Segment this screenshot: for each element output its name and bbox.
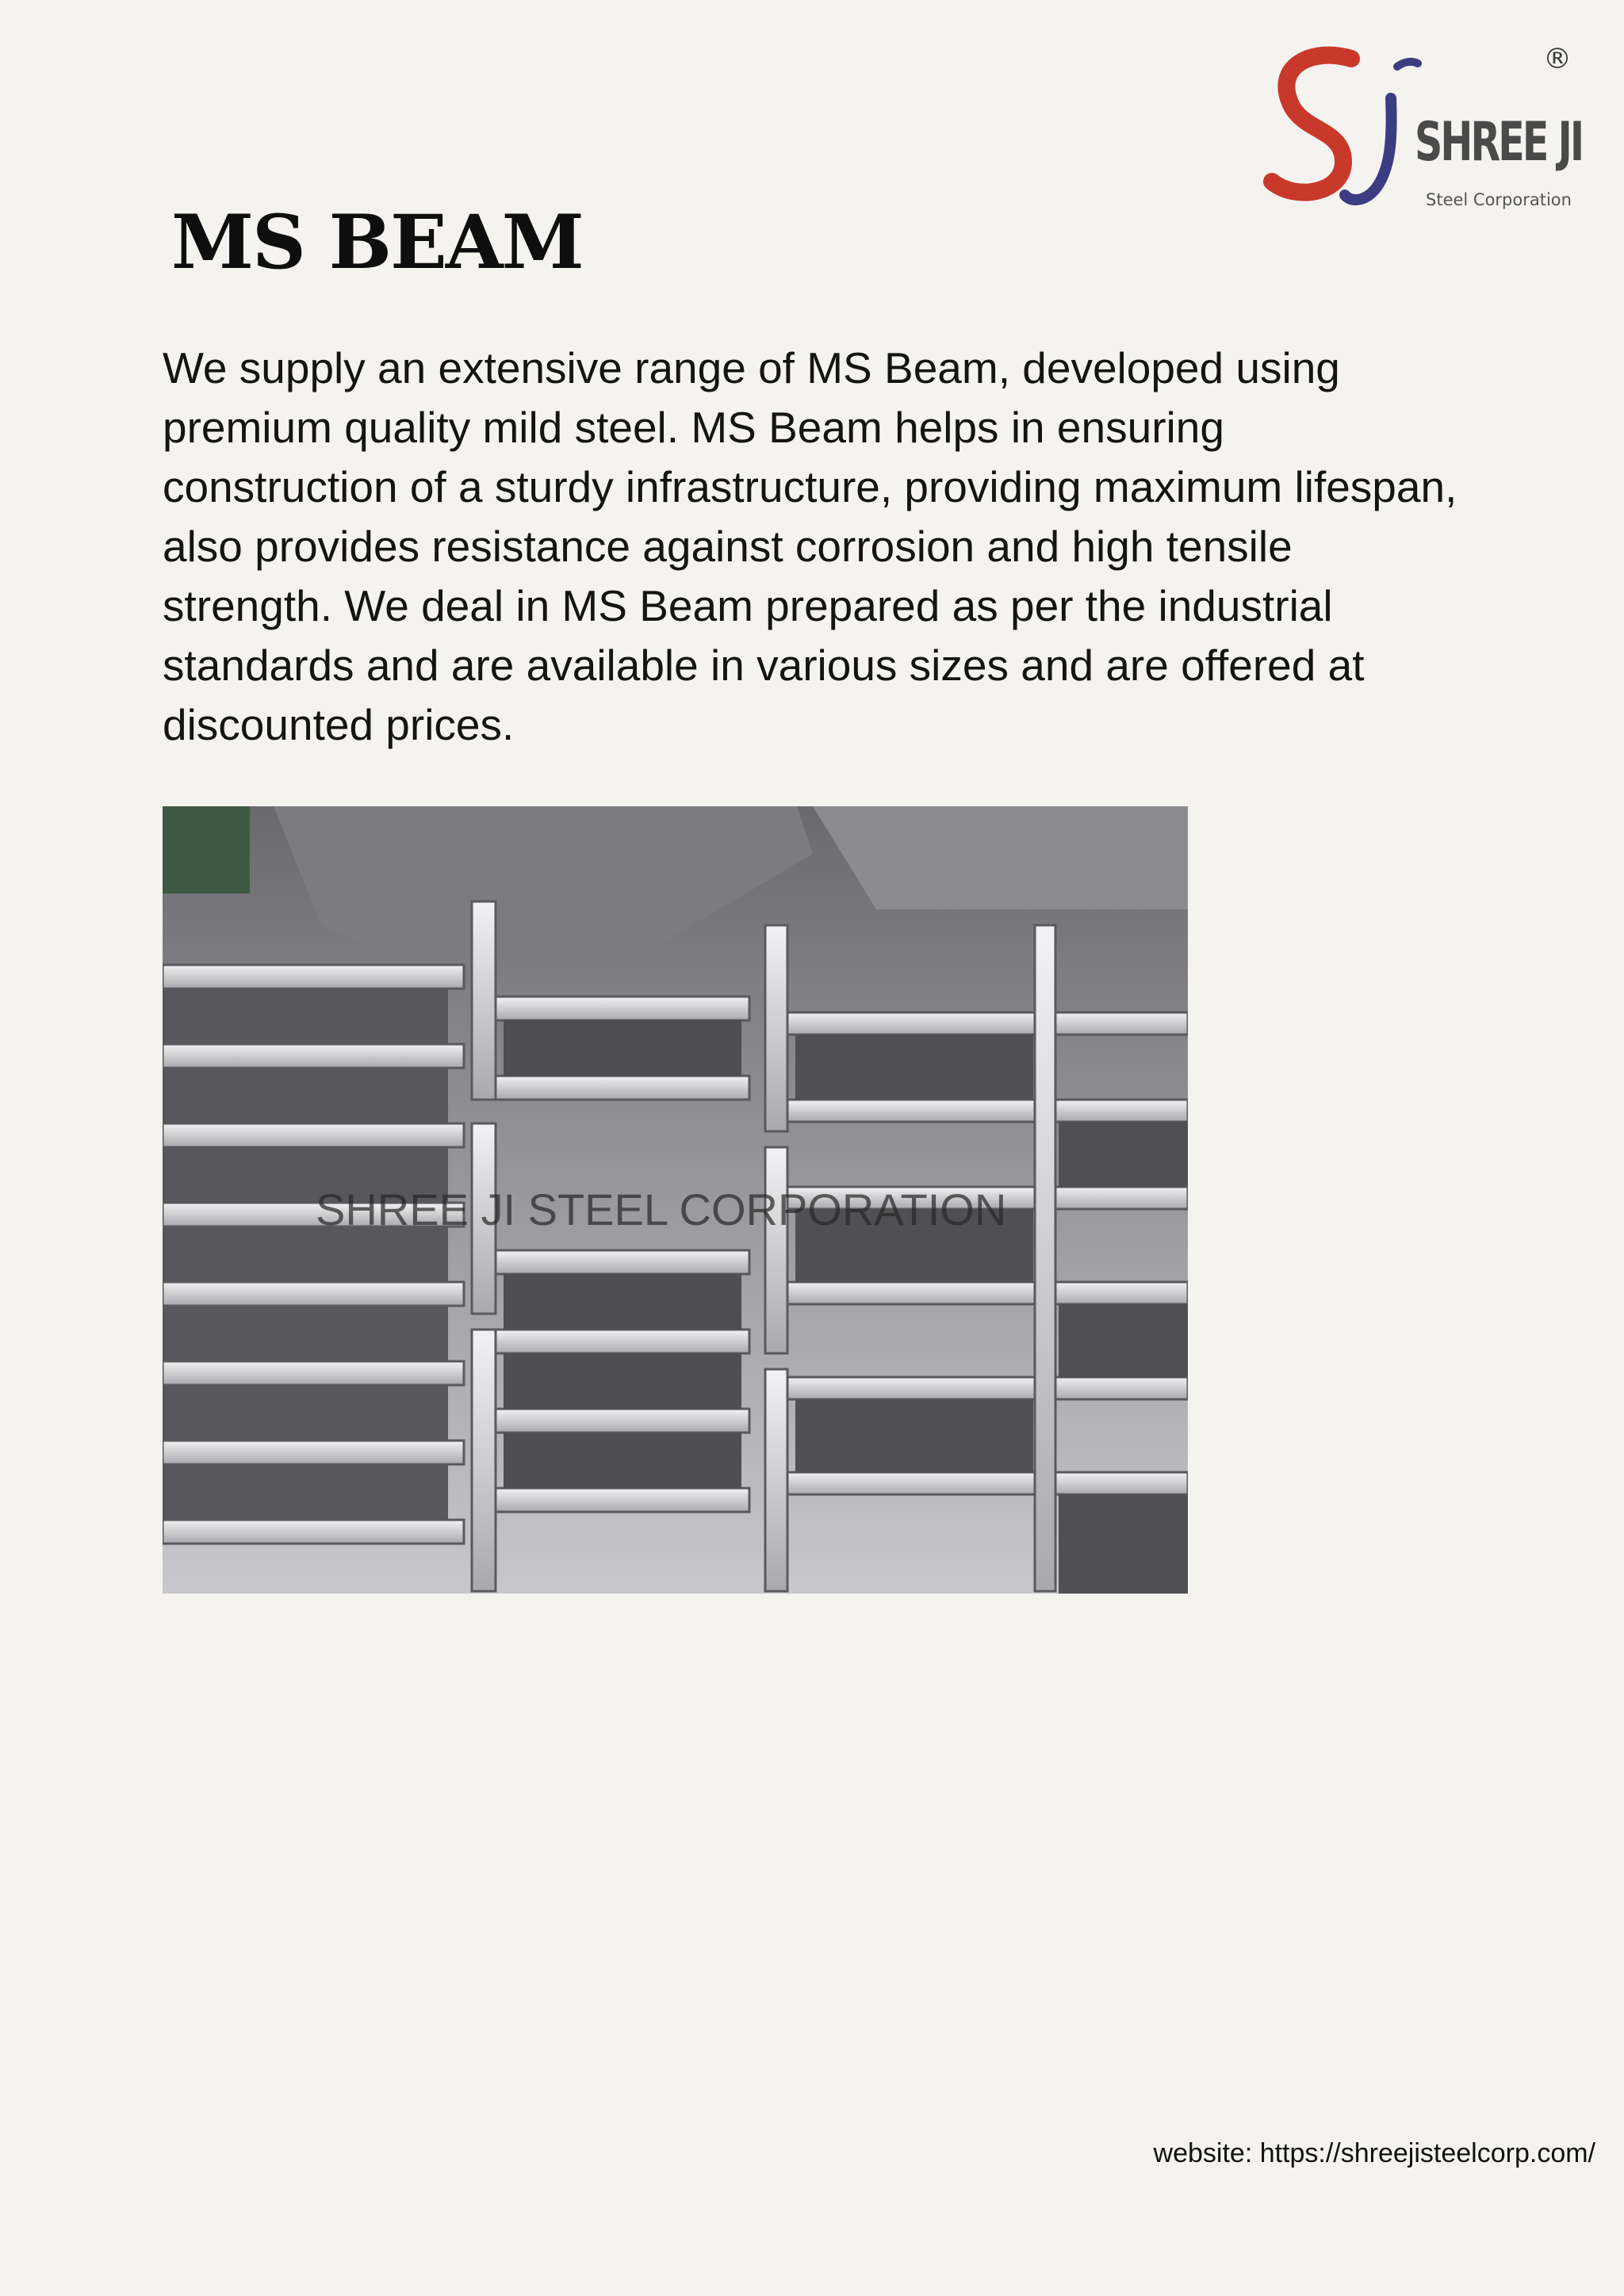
- website-footer[interactable]: website: https://shreejisteelcorp.com/: [1153, 2138, 1595, 2168]
- page-title: MS BEAM: [171, 198, 583, 286]
- product-description: We supply an extensive range of MS Beam, developed using premium quality mild steel. MS Beam helps in ensuring construction of a sturdy infrastructure, providing maximum lifespan, also provides resistance against corrosion and high tensile strength. We deal in MS Beam prepared as per the industrial standards and are available in various sizes and are offered at discounted prices.: [163, 343, 1457, 749]
- company-logo: [1256, 43, 1589, 217]
- brand-tagline: Steel Corporation: [1426, 190, 1572, 209]
- photo-watermark: SHREE JI STEEL CORPORATION: [316, 1184, 1007, 1234]
- brand-name: SHREE JI: [1415, 111, 1583, 174]
- registered-mark: ®: [1543, 43, 1572, 75]
- product-photo: [163, 806, 1188, 1594]
- sj-monogram-icon: [1256, 43, 1431, 217]
